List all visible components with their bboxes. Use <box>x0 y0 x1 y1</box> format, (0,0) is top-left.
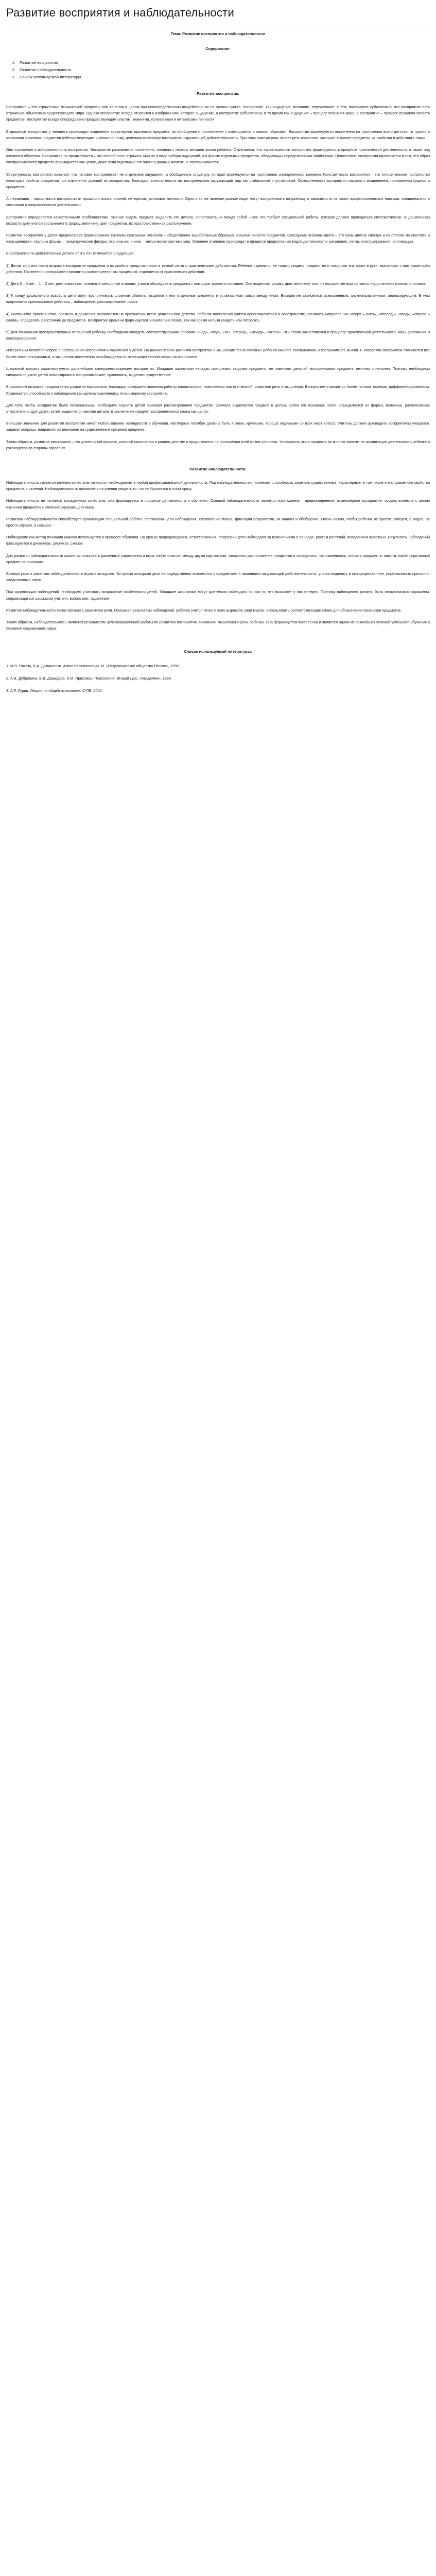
page-bottom-space <box>6 700 430 721</box>
section-title-observation: Развитие наблюдательности. <box>189 466 247 471</box>
paragraph: Для того, чтобы восприятие было полноценным, необходимо научить детей приемам рассматривания предметов. Сначала выделяется предмет в целом, затем его основные части, определяется их форма, величина, расположение относительно друг друга; затем выделяются мелкие детали; в заключение предмет воспринимается снова как целое. <box>6 402 430 414</box>
paragraph: Большое значение для развития восприятия имеет использование наглядности в обучении. Наглядные пособия должны быть яркими, крупными, хорошо видимыми со всех мест класса. Учитель должен руководить восприятием учащихся, задавая вопросы, направляя их внимание на существенные признаки предмета. <box>6 421 430 432</box>
page-title: Развитие восприятия и наблюдательности <box>6 6 234 19</box>
toc-item: 3. Список используемой литературы <box>16 74 430 81</box>
paragraph: Структурность восприятия означает, что человек воспринимает не отдельные ощущения, а обобщенную структуру, которая формируется на протяжении определенного времени. Константность восприятия – это относительное постоянство некоторых свойств предметов при изменении условий их восприятия. Благодаря константности мы воспринимаем окружающий мир как стабильный и устойчивый. Осмысленность восприятия связана с мышлением, пониманием сущности предметов. <box>6 172 430 190</box>
reference-item: 1. М.В. Гамезо, В.А. Домашенко. Атлас по психологии. М. «Педагогическое общество России», 1998. <box>6 664 180 669</box>
paragraph: Таким образом, развитие восприятия – это длительный процесс, который начинается в раннем детстве и продолжается на протяжении всей жизни человека. Успешность этого процесса во многом зависит от организации деятельности ребенка и руководства со стороны взрослых. <box>6 439 430 450</box>
paragraph: Школьный возраст характеризуется дальнейшим совершенствованием восприятия. Младшие школьники нередко смешивают сходные предметы, не замечают деталей, воспринимают предметы неточно и неполно. Поэтому необходимо специально учить детей анализировать воспринимаемое, сравнивать, выделять существенное. <box>6 366 430 378</box>
paragraph: 3) К концу дошкольного возраста дети могут воспринимать сложные объекты, выделяя в них отдельные элементы и устанавливая связи между ними. Восприятие становится осмысленным, целенаправленным, анализирующим. В нем выделяются произвольные действия – наблюдение, рассматривание, поиск. <box>6 293 430 304</box>
paragraph: При организации наблюдений необходимо учитывать возрастные особенности детей. Младшие школьники могут длительно наблюдать только то, что вызывает у них интерес. Поэтому наблюдения должны быть эмоционально окрашены, сопровождаться рассказом учителя, вопросами, заданиями. <box>6 589 430 601</box>
paragraph: Развитие восприятия у детей предполагает формирование системы сенсорных эталонов – общественно выработанных образцов внешних свойств предметов. Сенсорные эталоны цвета – это семь цветов спектра и их оттенки по светлоте и насыщенности; эталоны формы – геометрические фигуры; эталоны величины – метрическая система мер. Усвоение эталонов происходит в процессе продуктивных видов деятельности: рисования, лепки, конструирования, аппликации. <box>6 233 430 244</box>
paragraph: 5) Для понимания пространственных отношений ребенку необходимо овладеть соответствующими словами: «над», «под», «за», «перед», «между», «около». Эти слова закрепляются в процессе практической деятельности, игры, рисования и конструирования. <box>6 330 430 341</box>
paragraph: В процессе восприятия у человека происходит выделение характерных признаков предмета, их обобщение и соотнесение с имеющимися в памяти образами. Восприятие формируется постепенно на протяжении всего детства: от простого узнавания знакомых предметов ребенок переходит к осмысленному, целенаправленному восприятию окружающей действительности. При этом важную роль играет речь взрослого, который называет предметы, их свойства и действия с ними. <box>6 129 430 140</box>
toc-item: 1. Развитие восприятия <box>16 59 430 66</box>
toc-heading: Содержание: <box>205 46 231 51</box>
topic-line: Тема: Развитие восприятия и наблюдательности <box>170 31 266 36</box>
paragraph: 2) Дети 3 – 4 лет – 1 – 2 лет, дети осваивают основные сенсорные эталоны, учатся обследовать предметы с помощью зрения и осязания. Они выделяют форму, цвет, величину, хотя их восприятие еще остается недостаточно точным и полным. <box>6 281 426 286</box>
reference-item: 3. А.Р. Лурия. Лекции по общей психологии. С-ПБ, 2006. <box>6 688 103 693</box>
paragraph: 1) Детям того или иного возраста восприятие предметов и их свойств представляется в тесной связи с практическими действиями. Ребенок стремится не только увидеть предмет, но и потрогать его, взять в руки, выполнить с ним какие-либо действия. Постепенно восприятие становится самостоятельным процессом, отделяется от практических действий. <box>6 263 430 274</box>
paragraph: Наблюдательность является важным качеством личности, необходимым в любой профессиональной деятельности. Под наблюдательностью понимают способность замечать существенные, характерные, в том числе и малозаметные свойства предметов и явлений. Наблюдательность проявляется в умении увидеть то, что не бросается в глаза сразу. <box>6 480 430 492</box>
paragraph: Наблюдательность не является врожденным качеством, она формируется в процессе деятельности и обучения. Основой наблюдательности является наблюдение – преднамеренное, планомерное восприятие, осуществляемое с целью изучения предметов и явлений окружающего мира. <box>6 498 430 510</box>
table-of-contents <box>6 59 430 81</box>
paragraph: Интересным является вопрос о соотношении восприятия и мышления у детей. На ранних этапах развития восприятие и мышление тесно связаны: ребенок мыслит, воспринимая, и воспринимает, мысля. С возрастом восприятие становится все более интеллектуальным, а мышление постепенно освобождается от непосредственной опоры на восприятие. <box>6 348 430 359</box>
paragraph: Апперцепция – зависимость восприятия от прошлого опыта, знаний, интересов, установок личности. Одно и то же явление разные люди могут воспринимать по-разному в зависимости от своих профессиональных навыков, эмоционального состояния и направленности деятельности. <box>6 196 430 208</box>
paragraph: Наблюдение как метод познания широко используется в процессе обучения. На уроках природоведения, естествознания, географии дети наблюдают за изменениями в природе, ростом растений, поведением животных. Результаты наблюдений фиксируются в дневниках, рисунках, схемах. <box>6 535 430 546</box>
paragraph: 4) Восприятие пространства, времени и движения развивается на протяжении всего дошкольного детства. Ребенок постепенно учится ориентироваться в пространстве, понимать направления «вверх – вниз», «вперед – назад», «справа – слева», определять расстояние до предметов. Восприятие времени формируется значительно позже, так как время нельзя увидеть или потрогать. <box>6 311 430 323</box>
paragraph: Развитие наблюдательности тесно связано с развитием речи. Описывая результаты наблюдений, ребенок учится точно и ясно выражать свои мысли, использовать соответствующие слова для обозначения признаков предметов. <box>6 607 402 613</box>
paragraph: Восприятие – это отраженные психической процессы или явления в целом при непосредственном воздействии их на органы чувств. Восприятие, как ощущение, познание, переживание, с тем, восприятие субъективно, что восприятие есть отражение объективно существующего мира. Однако восприятие всегда относится к изображению, которое ощущение, а восприятие субъективно, в то время как ощущение – процесс познания мира, а восприятие – процесс познания свойств предметов. Восприятие всегда опосредовано предшествующим опытом, знаниями, установками и интересами личности. <box>6 105 430 122</box>
paragraph: Восприятие определяется качественными особенностями. Умение видеть предмет, выделить его детали, сопоставить их между собой – все это требует специальной работы, которая должна проводиться систематически. В дошкольном возрасте дети учатся воспринимать форму, величину, цвет предметов, их пространственное расположение. <box>6 214 430 226</box>
section-title-perception: Развитие восприятия. <box>197 91 239 96</box>
paragraph: Таким образом, наблюдательность является результатом целенаправленной работы по развитию восприятия, внимания, мышления и речи ребенка. Она формируется постепенно и является одним из важнейших условий успешного обучения и познания окружающего мира. <box>6 619 430 631</box>
paragraph: Важную роль в развитии наблюдательности играют экскурсии. Во время экскурсий дети непосредственно знакомятся с предметами и явлениями окружающей действительности, учатся выделять в них существенное, устанавливать причинно-следственные связи. <box>6 571 430 583</box>
paragraph: Оно отражение и избирательность восприятия. Восприятие развивается постепенно, начиная с первых месяцев жизни ребенка. Отмечается, что характеристики восприятия формируются в процессе практической деятельности, а также под влиянием обучения. Восприятие по предметности – это способность отражать мир не в виде набора ощущений, а в форме отдельных предметов, обладающих определенными свойствами. Целостность восприятия проявляется в том, что образ воспринимаемого предмета формируется как целое, даже если отдельные его части в данный момент не воспринимаются. <box>6 147 430 165</box>
paragraph: В школьном возрасте продолжается развитие восприятия, благодаря совершенствованию работы анализаторов, накоплению опыта и знаний, развитию речи и мышления. Восприятие становится более точным, полным, дифференцированным. Развивается способность к наблюдению как целенаправленному, планомерному восприятию. <box>6 384 430 396</box>
paragraph: В восприятии по действительно детали от 3-х лет отмечается следующее: <box>6 251 135 256</box>
reference-item: 2. А.В. Дубровина, В.В. Давыдова. А.М. Прихожан. Психология. Второй курс. «Академия», 1999. <box>6 676 172 681</box>
paragraph: Развитию наблюдательности способствует организация специальной работы: постановка цели наблюдения, составление плана, фиксация результатов, их анализ и обобщение. Очень важно, чтобы ребенок не просто смотрел, а видел, не просто слушал, а слышал. <box>6 516 430 528</box>
observation-section <box>6 480 430 632</box>
references-title: Список используемой литературы: <box>184 649 252 654</box>
paragraph: Для развития наблюдательности можно использовать различные упражнения и игры: найти отличия между двумя картинками, запомнить расположение предметов и определить, что изменилось, описать предмет по памяти, найти спрятанный предмет по описанию. <box>6 553 430 564</box>
references-list <box>6 663 430 694</box>
perception-section <box>6 104 430 451</box>
toc-item: 2. Развитие наблюдательности <box>16 66 430 74</box>
